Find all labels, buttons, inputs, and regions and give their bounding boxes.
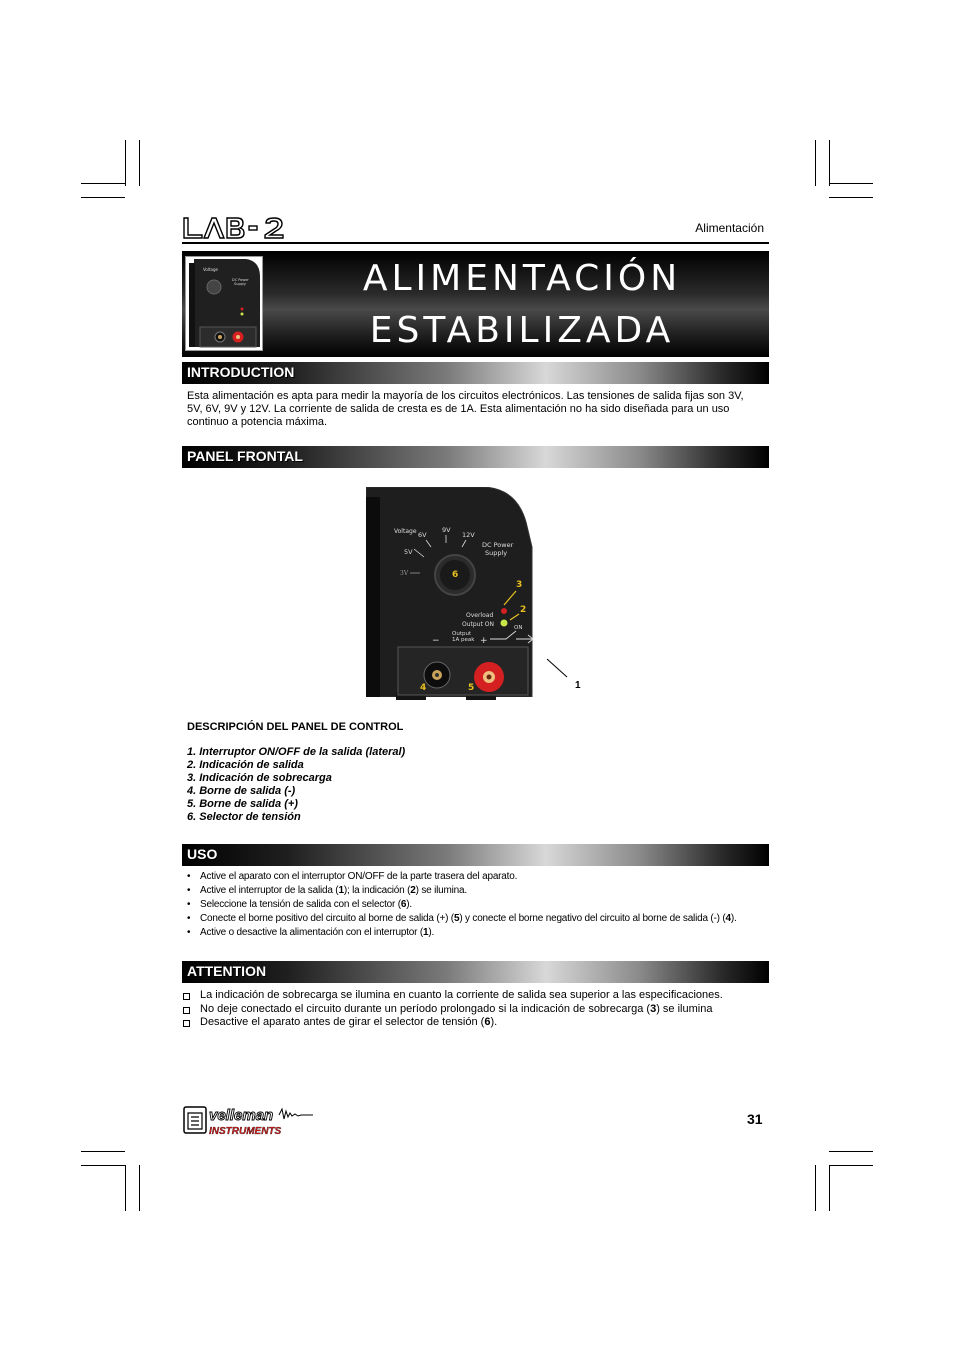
banner-title (292, 253, 752, 357)
banner-title-line1: ALIMENTACIÓN (362, 258, 682, 299)
svg-text:velleman: velleman (209, 1107, 274, 1124)
section-bar-attention (182, 961, 769, 983)
checkbox-bullet-icon (183, 993, 190, 1000)
output-led (501, 620, 508, 627)
section-heading-attention: ATTENTION (187, 963, 267, 979)
list-item: Desactive el aparato antes de girar el selector de tensión (6). (183, 1016, 723, 1030)
page-number: 31 (747, 1111, 763, 1127)
section-heading-uso: USO (187, 846, 218, 862)
list-item: 6. Selector de tensión (187, 811, 301, 823)
section-heading-panel: PANEL FRONTAL (187, 448, 303, 464)
callout-3: 3 (516, 580, 523, 590)
callout-4: 4 (420, 683, 427, 693)
crop-mark (81, 1165, 125, 1166)
list-item: • Seleccione la tensión de salida con el selector (6). (187, 898, 737, 912)
crop-mark (815, 1165, 816, 1211)
crop-mark (81, 183, 125, 184)
header-rule (182, 242, 769, 244)
title-banner (182, 251, 769, 357)
label-on: ON (514, 625, 523, 631)
callout-2: 2 (520, 605, 527, 615)
attention-list (183, 989, 723, 1030)
label-voltage: Voltage (394, 528, 417, 535)
crop-mark (125, 1165, 126, 1211)
crop-mark (125, 140, 126, 186)
banner-title-line2: ESTABILIZADA (369, 310, 675, 351)
label-dc-power: DC Power (482, 541, 514, 549)
thumb-voltage-label: Voltage (203, 267, 219, 272)
checkbox-bullet-icon (183, 1007, 190, 1014)
section-name: Alimentación (695, 221, 764, 235)
label-3v: 3V (400, 570, 409, 577)
label-6v: 6V (418, 531, 427, 539)
label-overload: Overload (466, 612, 494, 619)
list-item: No deje conectado el circuito durante un período prolongado si la indicación de sobrecarga (3) se ilumina (183, 1003, 723, 1017)
uso-list (187, 870, 737, 940)
list-item: • Active el aparato con el interruptor ON/OFF de la parte trasera del aparato. (187, 870, 737, 884)
front-panel-photo (366, 487, 540, 705)
label-5v: 5V (404, 548, 413, 556)
velleman-instruments-logo (183, 1105, 315, 1137)
intro-line: 5V, 6V, 9V y 12V. La corriente de salida de cresta es de 1A. Esta alimentación no ha sido diseñada para un uso (187, 403, 730, 415)
crop-mark (829, 1165, 830, 1211)
intro-line: continuo a potencia máxima. (187, 416, 328, 428)
crop-mark (829, 197, 873, 198)
section-bar-introduction (182, 362, 769, 384)
label-plus: + (480, 636, 488, 646)
label-supply: Supply (485, 549, 508, 557)
callout-1-pointer (545, 657, 585, 693)
list-item: • Active o desactive la alimentación con el interruptor (1). (187, 926, 737, 940)
crop-mark (81, 197, 125, 198)
device-thumbnail (185, 256, 263, 351)
crop-mark (81, 1151, 125, 1152)
crop-mark (139, 140, 140, 186)
crop-mark (829, 183, 873, 184)
checkbox-bullet-icon (183, 1020, 190, 1027)
panel-parts-list (187, 746, 405, 824)
section-heading-introduction: INTRODUCTION (187, 364, 295, 380)
label-minus: − (432, 636, 440, 646)
list-item: 1. Interruptor ON/OFF de la salida (lateral) (187, 746, 406, 758)
list-item: • Active el interruptor de la salida (1); la indicación (2) se ilumina. (187, 884, 737, 898)
section-bar-panel (182, 446, 769, 468)
list-item: 5. Borne de salida (+) (187, 798, 298, 810)
introduction-paragraph (187, 390, 767, 429)
crop-mark (829, 140, 830, 186)
label-output: Output (452, 631, 472, 637)
label-output-on: Output ON (462, 621, 494, 628)
thumb-supply-label: Supply (234, 282, 246, 286)
crop-mark (815, 140, 816, 186)
overload-led (501, 608, 507, 614)
list-item: La indicación de sobrecarga se ilumina en cuanto la corriente de salida sea superior a las especificaciones. (183, 989, 723, 1003)
label-12v: 12V (462, 531, 475, 539)
callout-5: 5 (468, 683, 475, 693)
callout-6: 6 (452, 570, 459, 580)
label-1a-peak: 1A peak (452, 637, 475, 643)
list-item: 2. Indicación de salida (187, 759, 304, 771)
crop-mark (829, 1165, 873, 1166)
panel-description-heading: DESCRIPCIÓN DEL PANEL DE CONTROL (187, 721, 404, 733)
list-item: • Conecte el borne positivo del circuito al borne de salida (+) (5) y conecte el borne negativo del circuito al borne de salida (-) (4). (187, 912, 737, 926)
crop-mark (829, 1151, 873, 1152)
intro-line: Esta alimentación es apta para medir la mayoría de los circuitos electrónicos. Las tensiones de salida fijas son 3V, (187, 390, 744, 402)
callout-1: 1 (575, 680, 581, 691)
section-bar-uso (182, 844, 769, 866)
crop-mark (139, 1165, 140, 1211)
label-9v: 9V (442, 526, 451, 534)
thumb-dc-label: DC Power (232, 278, 249, 282)
list-item: 4. Borne de salida (-) (187, 785, 296, 797)
lab2-logo (182, 214, 292, 242)
svg-text:INSTRUMENTS: INSTRUMENTS (209, 1126, 282, 1137)
list-item: 3. Indicación de sobrecarga (187, 772, 332, 784)
